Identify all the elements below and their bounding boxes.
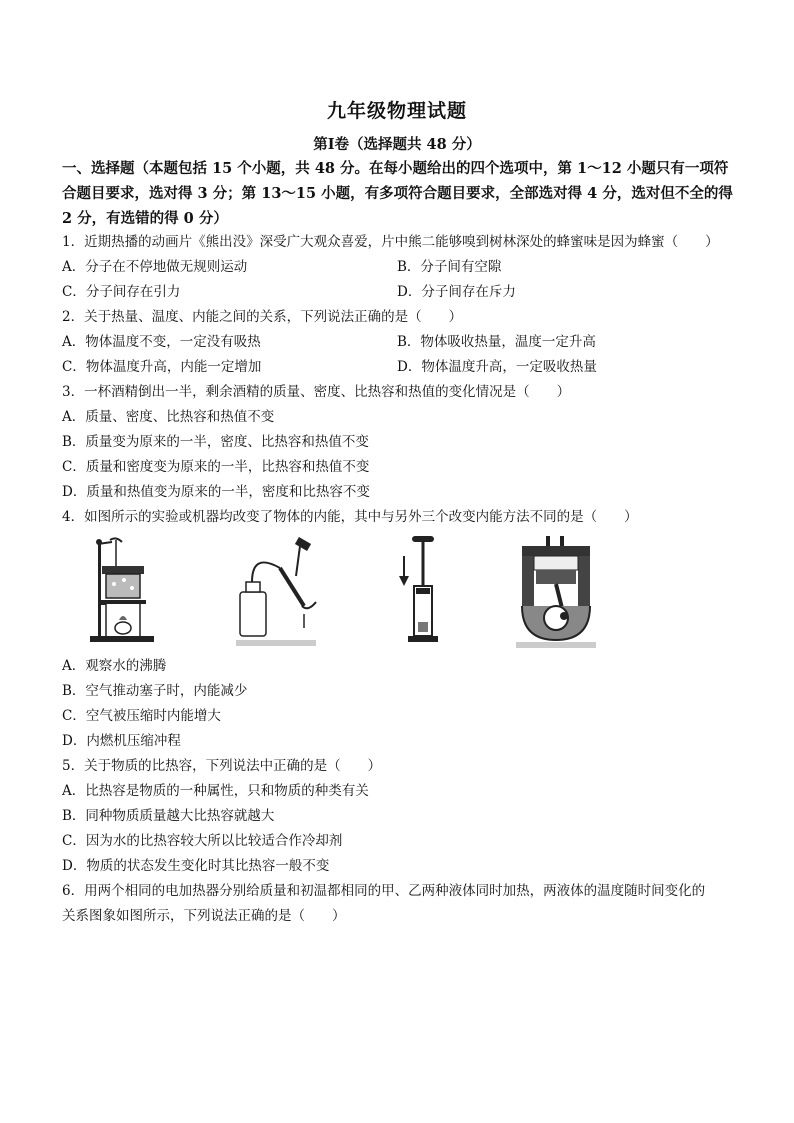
q6-stem-line2: 关系图象如图所示，下列说法正确的是（ ） xyxy=(62,908,346,924)
q5-option-c: C．因为水的比热容较大所以比较适合作冷却剂 xyxy=(62,833,343,849)
q4-option-d: D．内燃机压缩冲程 xyxy=(62,733,181,749)
bottle-pump-apparatus-image xyxy=(236,536,326,648)
q2-option-d: D．物体温度升高，一定吸收热量 xyxy=(397,359,597,375)
q1-option-c: C．分子间存在引力 xyxy=(62,284,181,300)
q4-figures xyxy=(86,536,586,651)
q2-option-a: A．物体温度不变，一定没有吸热 xyxy=(62,334,261,350)
q5-option-a: A．比热容是物质的一种属性，只和物质的种类有关 xyxy=(62,783,369,799)
fire-piston-apparatus-image xyxy=(396,536,446,648)
section-instructions: 一、选择题（本题包括 15 个小题，共 48 分。在每小题给出的四个选项中，第 1～12 小题只有一项符合题目要求，选对得 3 分；第 13～15 小题，有多项符合题目要求，全部选对得 4 分，选对但不全的得 2 分，有选错的得 0 分） xyxy=(62,160,733,227)
q3-option-c: C．质量和密度变为原来的一半，比热容和热值不变 xyxy=(62,459,370,475)
q1-option-a: A．分子在不停地做无规则运动 xyxy=(62,259,248,275)
q4-option-a: A．观察水的沸腾 xyxy=(62,658,167,674)
q3-option-d: D．质量和热值变为原来的一半，密度和比热容不变 xyxy=(62,484,370,500)
q1-option-d: D．分子间存在斥力 xyxy=(397,284,516,300)
q5-option-b: B．同种物质质量越大比热容就越大 xyxy=(62,808,275,824)
q4-option-c: C．空气被压缩时内能增大 xyxy=(62,708,221,724)
boiling-water-apparatus-image xyxy=(86,536,166,648)
q3-option-b: B．质量变为原来的一半，密度、比热容和热值不变 xyxy=(62,434,369,450)
q5-option-d: D．物质的状态发生变化时其比热容一般不变 xyxy=(62,858,330,874)
page-title: 九年级物理试题 xyxy=(326,100,467,122)
q6-stem-line1: 6．用两个相同的电加热器分别给质量和初温都相同的甲、乙两种液体同时加热，两液体的温度随时间变化的 xyxy=(62,883,706,899)
section-subtitle: 第Ⅰ卷（选择题共 48 分） xyxy=(313,136,481,153)
q4-option-b: B．空气推动塞子时，内能减少 xyxy=(62,683,248,699)
q3-stem: 3．一杯酒精倒出一半，剩余酒精的质量、密度、比热容和热值的变化情况是（ ） xyxy=(62,384,571,400)
q5-stem: 5．关于物质的比热容，下列说法中正确的是（ ） xyxy=(62,758,382,774)
q3-option-a: A．质量、密度、比热容和热值不变 xyxy=(62,409,275,425)
q2-option-c: C．物体温度升高，内能一定增加 xyxy=(62,359,262,375)
q1-stem: 1．近期热播的动画片《熊出没》深受广大观众喜爱，片中熊二能够嗅到树林深处的蜂蜜味是因为蜂蜜（ ） xyxy=(62,234,719,250)
q2-stem: 2．关于热量、温度、内能之间的关系，下列说法正确的是（ ） xyxy=(62,309,463,325)
q2-option-b: B．物体吸收热量，温度一定升高 xyxy=(397,334,596,350)
q1-option-b: B．分子间有空隙 xyxy=(397,259,502,275)
q4-stem: 4．如图所示的实验或机器均改变了物体的内能，其中与另外三个改变内能方法不同的是（ ） xyxy=(62,509,638,525)
engine-compression-stroke-image xyxy=(516,536,596,648)
